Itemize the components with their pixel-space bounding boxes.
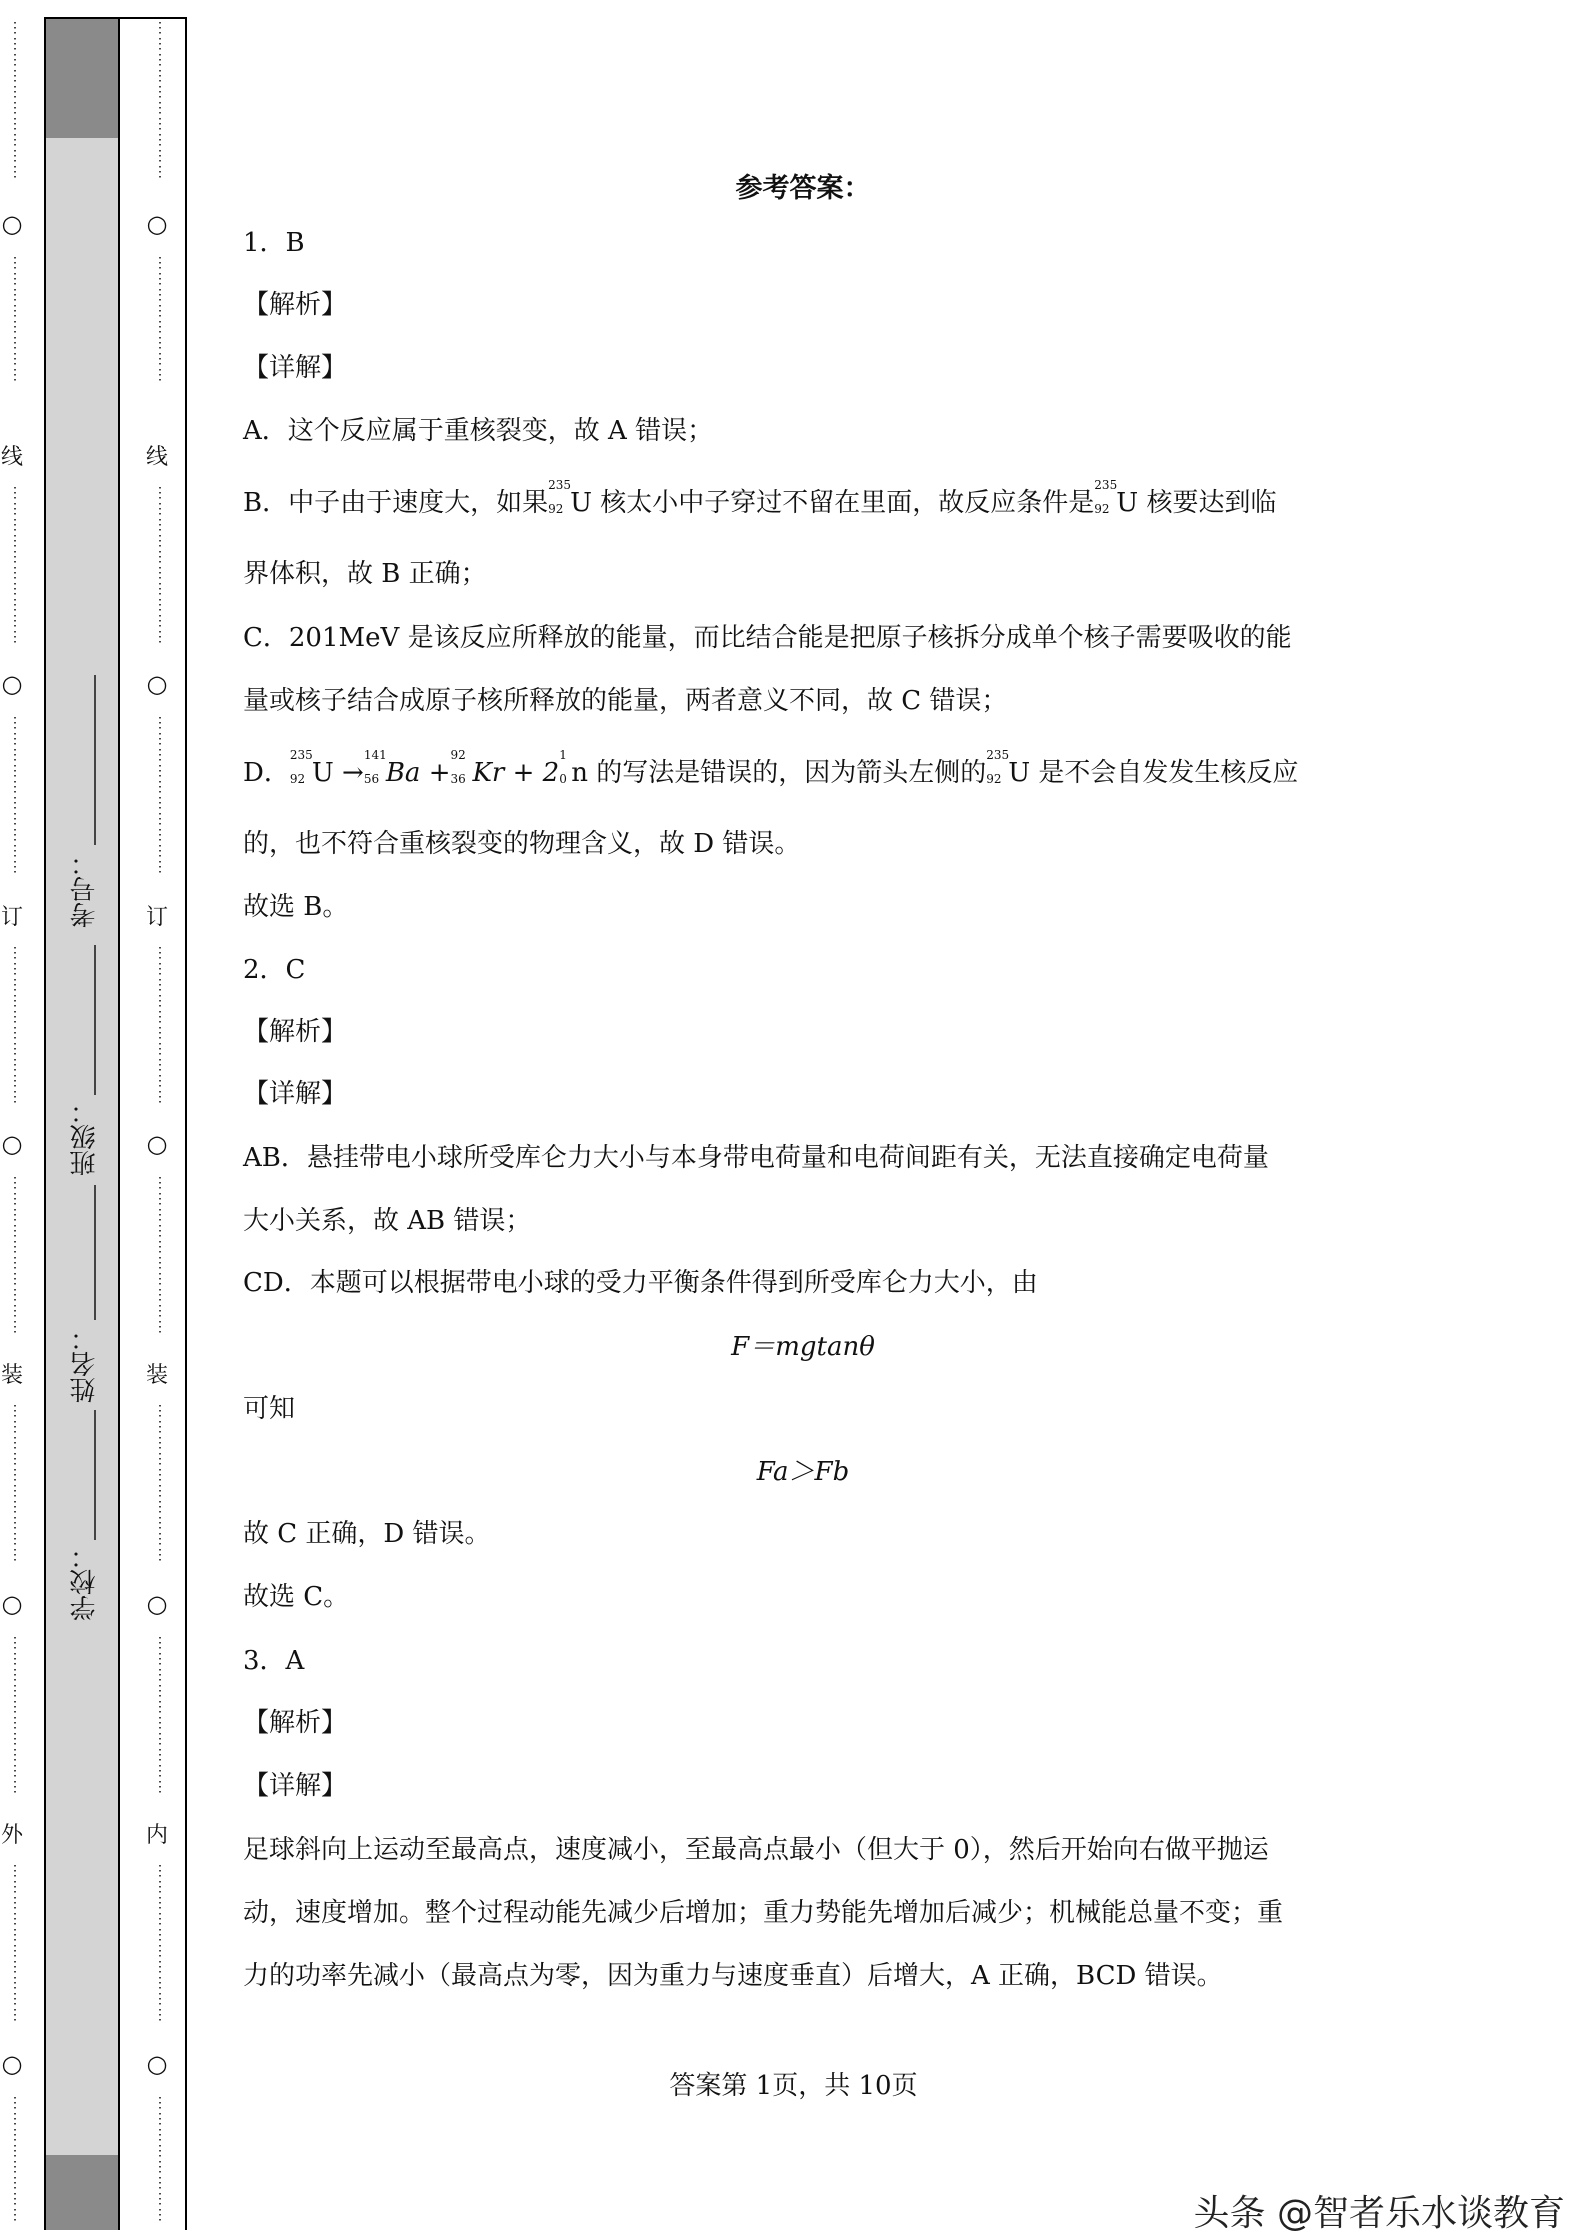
q1-b-post: U 核要达到临: [1116, 488, 1277, 518]
q1-option-b-line1: [243, 478, 1277, 519]
u235-isotope: 235 92: [1094, 478, 1118, 516]
inner-circle-4: ○: [146, 1590, 168, 1618]
q1-answer: 1．B: [243, 228, 305, 258]
u235-isotope: 235 92: [289, 748, 313, 786]
q1-b-pre: B．中子由于速度大，如果: [243, 488, 549, 518]
q3-line2: 动，速度增加。整个过程动能先减少后增加；重力势能先增加后减少；机械能总量不变；重: [243, 1898, 1284, 1928]
band-right-edge: [118, 18, 120, 2230]
band-top-dark: [45, 18, 119, 138]
outer-circle-1: ○: [1, 210, 23, 238]
q2-result: 故 C 正确，D 错误。: [243, 1519, 491, 1549]
q3-analysis-heading: 【解析】: [243, 1708, 348, 1738]
q1-option-d-line2: 的，也不符合重核裂变的物理含义，故 D 错误。: [243, 829, 801, 859]
class-label: 班级：: [70, 1098, 100, 1176]
outer-circle-5: ○: [1, 2050, 23, 2078]
inner-char-zhuang: 装: [145, 1363, 168, 1388]
q1-option-c-line2: 量或核子结合成原子核所释放的能量，两者意义不同，故 C 错误；: [243, 686, 1008, 716]
class-line[interactable]: [94, 945, 96, 1095]
q2-option-ab-line2: 大小关系，故 AB 错误；: [243, 1206, 532, 1236]
outer-circle-4: ○: [1, 1590, 23, 1618]
inner-circle-3: ○: [146, 1130, 168, 1158]
kr92-isotope: 92 36: [450, 748, 466, 786]
outer-char-xian: 线: [0, 445, 23, 470]
q2-option-cd-line1: CD．本题可以根据带电小球的受力平衡条件得到所受库仑力大小，由: [243, 1268, 1038, 1298]
watermark: 头条 @智者乐水谈教育: [1193, 2193, 1565, 2234]
q1-conclusion: 故选 B。: [243, 892, 349, 922]
inner-seal-line: ⋮ ⋮ ⋮ ⋮ ⋮ ⋮ ⋮ ⋮ ⋮ ⋮ ○ ⋮ ⋮ ⋮ ⋮ ⋮ ⋮ ⋮ ⋮ 线 ⋮ ⋮ ⋮ ⋮ ⋮ ⋮ ⋮ ⋮ ⋮ ⋮ ○ ⋮ ⋮ ⋮ ⋮ ⋮ ⋮ ⋮ ⋮ ⋮ ⋮ 订 ⋮ ⋮ ⋮ ⋮ ⋮ ⋮ ⋮ ⋮ ⋮ ⋮ ○ ⋮ ⋮ ⋮ ⋮ ⋮ ⋮ ⋮ ⋮ ⋮ ⋮ 装 ⋮ ⋮ ⋮ ⋮ ⋮ ⋮ ⋮ ⋮ ⋮ ⋮ ○ ⋮ ⋮ ⋮ ⋮ ⋮ ⋮ ⋮ ⋮ ⋮ ⋮ 内 ⋮ ⋮ ⋮ ⋮ ⋮ ⋮ ⋮ ⋮ ⋮ ⋮ ○ ⋮ ⋮ ⋮ ⋮ ⋮ ⋮ ⋮ ⋮: [145, 20, 168, 2223]
name-line[interactable]: [94, 1185, 96, 1320]
q3-line3: 力的功率先减小（最高点为零，因为重力与速度垂直）后增大，A 正确，BCD 错误。: [243, 1961, 1223, 1991]
q1-option-a: A．这个反应属于重核裂变，故 A 错误；: [243, 416, 714, 446]
inner-char-nei: 内: [145, 1823, 168, 1848]
q1-b-mid: U 核太小中子穿过不留在里面，故反应条件是: [570, 488, 1095, 518]
exam-no-line[interactable]: [94, 675, 96, 845]
q1-option-c-line1: C．201MeV 是该反应所释放的能量，而比结合能是把原子核拆分成单个核子需要吸收的能: [243, 623, 1292, 653]
inner-circle-1: ○: [146, 210, 168, 238]
ba141-isotope: 141 56: [363, 748, 387, 786]
q2-analysis-heading: 【解析】: [243, 1017, 348, 1047]
binding-margin: [0, 0, 190, 2230]
inner-char-ding: 订: [145, 905, 168, 930]
q2-know: 可知: [243, 1394, 296, 1424]
q3-detail-heading: 【详解】: [243, 1771, 348, 1801]
u235-isotope: 235 92: [548, 478, 572, 516]
exam-no-label: 考号：: [70, 850, 100, 928]
inner-char-xian: 线: [145, 445, 168, 470]
q2-formula-force: F＝mgtanθ: [731, 1332, 875, 1362]
outer-seal-line: ⋮ ⋮ ⋮ ⋮ ⋮ ⋮ ⋮ ⋮ ⋮ ⋮ ○ ⋮ ⋮ ⋮ ⋮ ⋮ ⋮ ⋮ ⋮ 线 ⋮ ⋮ ⋮ ⋮ ⋮ ⋮ ⋮ ⋮ ⋮ ⋮ ○ ⋮ ⋮ ⋮ ⋮ ⋮ ⋮ ⋮ ⋮ ⋮ ⋮ 订 ⋮ ⋮ ⋮ ⋮ ⋮ ⋮ ⋮ ⋮ ⋮ ⋮ ○ ⋮ ⋮ ⋮ ⋮ ⋮ ⋮ ⋮ ⋮ ⋮ ⋮ 装 ⋮ ⋮ ⋮ ⋮ ⋮ ⋮ ⋮ ⋮ ⋮ ⋮ ○ ⋮ ⋮ ⋮ ⋮ ⋮ ⋮ ⋮ ⋮ ⋮ ⋮ 外 ⋮ ⋮ ⋮ ⋮ ⋮ ⋮ ⋮ ⋮ ⋮ ⋮ ○ ⋮ ⋮ ⋮ ⋮ ⋮ ⋮ ⋮ ⋮: [0, 20, 23, 2223]
q2-option-ab-line1: AB．悬挂带电小球所受库仑力大小与本身带电荷量和电荷间距有关，无法直接确定电荷量: [243, 1143, 1269, 1173]
page-footer: 答案第 1页，共 10页: [669, 2071, 918, 2101]
q1-detail-heading: 【详解】: [243, 353, 348, 383]
outer-char-wai: 外: [0, 1823, 23, 1848]
band-bottom-dark: [45, 2155, 119, 2230]
inner-circle-2: ○: [146, 670, 168, 698]
q1-option-d-line1: D． 235 92 U → 141 56 Ba + 92 36 Kr + 2 1 0 n 的写法是错误的，因为箭头左侧的 235 92 U 是不会自发发生核反应: [243, 748, 1299, 788]
q2-detail-heading: 【详解】: [243, 1079, 348, 1109]
q1-option-b-line2: 界体积，故 B 正确；: [243, 559, 487, 589]
q2-formula-compare: Fa＞Fb: [756, 1457, 850, 1487]
margin-right-edge: [185, 17, 187, 2230]
school-label: 学校：: [70, 1543, 100, 1621]
band-left-edge: [44, 18, 46, 2230]
inner-circle-5: ○: [146, 2050, 168, 2078]
q2-answer: 2．C: [243, 955, 306, 985]
school-line[interactable]: [94, 1410, 96, 1540]
u235-isotope: 235 92: [986, 748, 1010, 786]
q3-answer: 3．A: [243, 1646, 305, 1676]
outer-char-ding: 订: [0, 905, 23, 930]
q3-line1: 足球斜向上运动至最高点，速度减小，至最高点最小（但大于 0），然后开始向右做平抛运: [243, 1835, 1269, 1865]
outer-char-zhuang: 装: [0, 1363, 23, 1388]
outer-circle-3: ○: [1, 1130, 23, 1158]
page-title: 参考答案：: [735, 173, 871, 204]
q1-analysis-heading: 【解析】: [243, 290, 348, 320]
name-label: 姓名：: [70, 1325, 100, 1403]
outer-circle-2: ○: [1, 670, 23, 698]
q2-conclusion: 故选 C。: [243, 1582, 350, 1612]
neutron-isotope: 1 0: [559, 748, 567, 786]
